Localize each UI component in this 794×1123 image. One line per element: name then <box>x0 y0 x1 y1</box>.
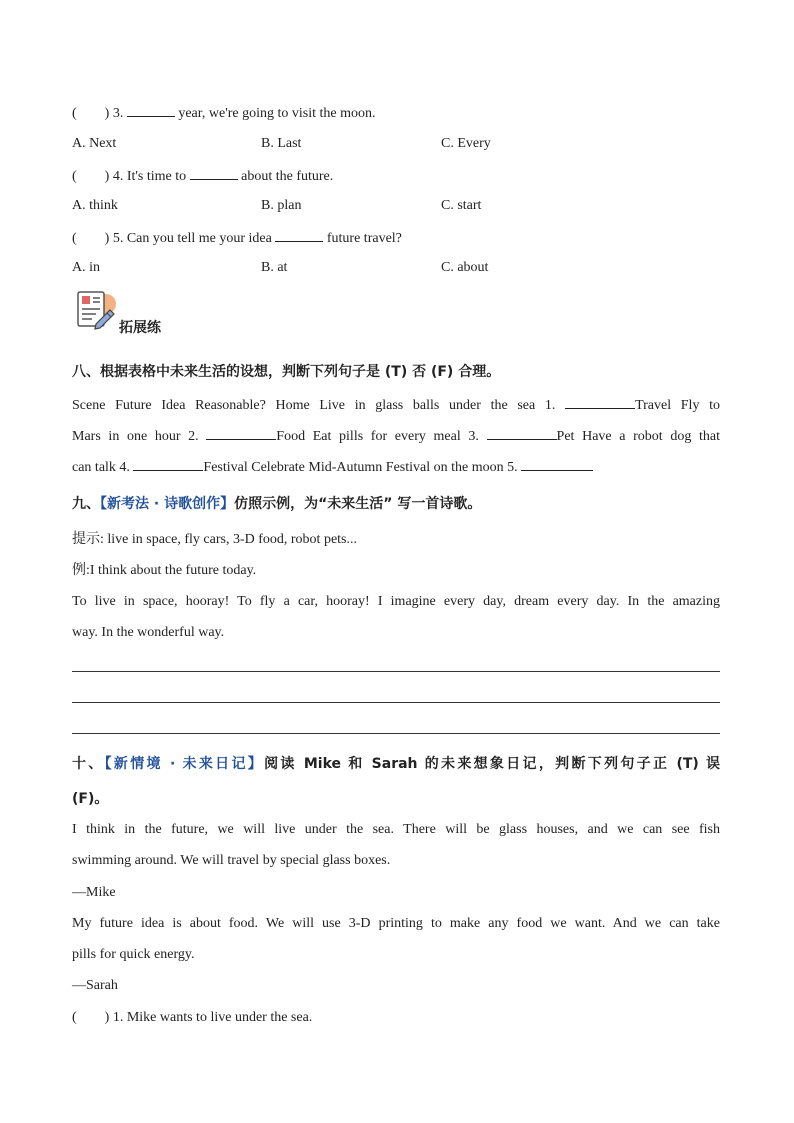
fill-blank[interactable] <box>206 425 276 440</box>
section-8-text: Food Eat pills for every meal 3. <box>276 429 487 444</box>
section-tag: 【新考法 · 诗歌创作】 <box>100 496 235 512</box>
option-a[interactable]: A. Next <box>72 136 117 151</box>
question-3 <box>72 102 376 124</box>
question-text: about the future. <box>237 169 334 184</box>
section-tag: 【新情境 · 未来日记】 <box>104 756 265 772</box>
fill-blank[interactable] <box>127 102 175 117</box>
answer-paren-close: ) <box>104 106 110 121</box>
section-instruction: 阅读 Mike 和 Sarah 的未来想象日记，判断下列句子正 (T) 误 <box>264 756 720 772</box>
sarah-diary-line: pills for quick energy. <box>72 947 195 962</box>
section-8-text: Travel Fly to <box>635 398 721 413</box>
option-b[interactable]: B. Last <box>261 136 302 151</box>
worksheet-pencil-icon <box>74 290 118 334</box>
answer-paren-close: ) <box>104 169 110 184</box>
answer-paren-close: ) <box>104 231 110 246</box>
question-text: year, we're going to visit the moon. <box>174 106 376 121</box>
section-10-heading-cont: (F)。 <box>72 791 109 807</box>
option-c[interactable]: C. Every <box>441 136 491 151</box>
section-8-line <box>72 456 593 478</box>
fill-blank[interactable] <box>133 456 203 471</box>
question-text: future travel? <box>323 231 402 246</box>
question-text: 3. <box>109 106 127 121</box>
example-text: 例:I think about the future today. <box>72 563 257 578</box>
option-a[interactable]: A. think <box>72 198 118 213</box>
question-4 <box>72 165 333 187</box>
fill-blank[interactable] <box>521 456 593 471</box>
answer-paren-close: ) <box>104 1010 110 1025</box>
section-8-text: Festival Celebrate Mid-Autumn Festival on the moon 5. <box>203 460 522 475</box>
answer-paren-open: ( <box>72 106 77 121</box>
section-number: 九、 <box>72 496 100 512</box>
section-8-text: Scene Future Idea Reasonable? Home Live in glass balls under the sea 1. <box>72 398 566 413</box>
mike-diary-line: swimming around. We will travel by special glass boxes. <box>72 853 391 868</box>
option-b[interactable]: B. plan <box>261 198 302 213</box>
question-text: 4. It's time to <box>109 169 190 184</box>
answer-paren-open: ( <box>72 1010 77 1025</box>
option-a[interactable]: A. in <box>72 260 100 275</box>
section-number: 十、 <box>72 756 105 772</box>
question-text: 1. Mike wants to live under the sea. <box>109 1010 313 1025</box>
option-b[interactable]: B. at <box>261 260 288 275</box>
section-8-line <box>72 394 720 416</box>
question-text: 5. Can you tell me your idea <box>109 231 276 246</box>
extension-practice-label: 拓展练 <box>119 320 161 336</box>
fill-blank[interactable] <box>487 425 557 440</box>
answer-paren-open: ( <box>72 231 77 246</box>
section-instruction: 仿照示例，为“未来生活” 写一首诗歌。 <box>234 496 482 512</box>
question-5 <box>72 227 402 249</box>
section-8-text: Mars in one hour 2. <box>72 429 207 444</box>
writing-line[interactable] <box>72 733 720 734</box>
poem-line: way. In the wonderful way. <box>72 625 225 640</box>
section-10-heading <box>72 754 720 774</box>
section-9-heading <box>72 494 481 514</box>
section-8-text: can talk 4. <box>72 460 134 475</box>
writing-line[interactable] <box>72 671 720 672</box>
fill-blank[interactable] <box>275 227 323 242</box>
fill-blank[interactable] <box>190 165 238 180</box>
mike-diary-line: I think in the future, we will live under the sea. There will be glass houses, and we can see fish <box>72 822 720 837</box>
poem-line: To live in space, hooray! To fly a car, hooray! I imagine every day, dream every day. In the amazing <box>72 594 720 609</box>
answer-paren-open: ( <box>72 169 77 184</box>
hint-text: 提示: live in space, fly cars, 3-D food, robot pets... <box>72 532 357 547</box>
sarah-diary-line: My future idea is about food. We will use 3-D printing to make any food we want. And we can take <box>72 916 720 931</box>
sarah-signature: —Sarah <box>72 978 118 993</box>
mike-signature: —Mike <box>72 885 116 900</box>
writing-line[interactable] <box>72 702 720 703</box>
option-c[interactable]: C. about <box>441 260 489 275</box>
section-8-heading: 八、根据表格中未来生活的设想，判断下列句子是 (T) 否 (F) 合理。 <box>72 364 501 380</box>
section-8-text: Pet Have a robot dog that <box>556 429 720 444</box>
option-c[interactable]: C. start <box>441 198 482 213</box>
question-1 <box>72 1008 312 1028</box>
fill-blank[interactable] <box>565 394 635 409</box>
section-8-line <box>72 425 720 447</box>
